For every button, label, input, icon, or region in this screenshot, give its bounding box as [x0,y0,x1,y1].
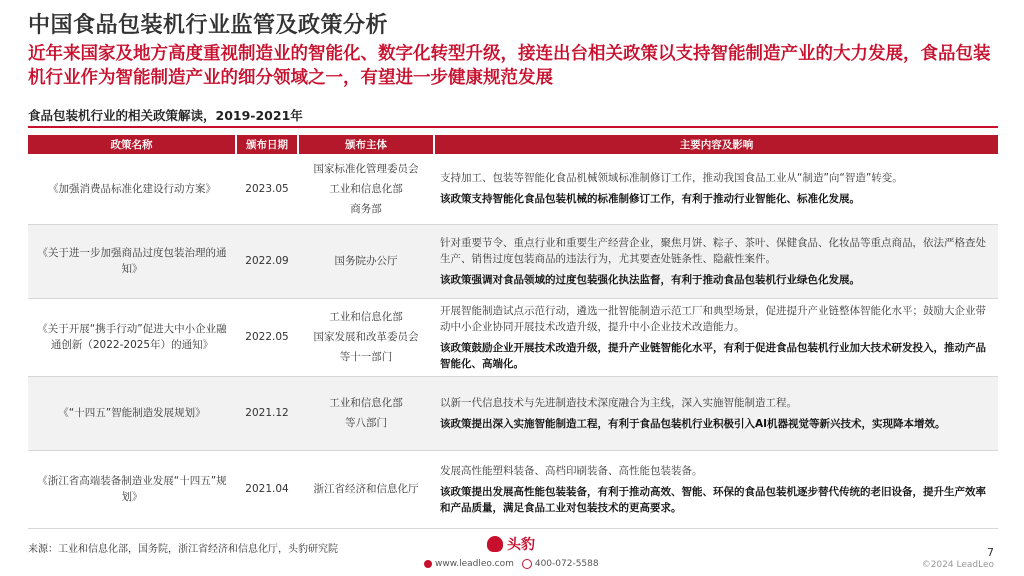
issuer-line: 等十一部门 [339,351,393,363]
issuer-line: 浙江省经济和信息化厅 [313,483,419,495]
policy-content-cell [434,154,998,224]
policy-name: 《“十四五”智能制造发展规划》 [28,376,236,450]
policy-date: 2023.05 [236,154,298,224]
policy-issuer [298,224,434,298]
phone-number: 400-072-5588 [534,559,599,569]
policy-date: 2022.09 [236,224,298,298]
policy-impact: 该政策提出发展高性能包装装备，有利于推动高效、智能、环保的食品包装机逐步替代传统的老旧设备，提升生产效率和产品质量，满足食品工业对包装技术的更高要求。 [440,485,986,514]
page-subtitle: 近年来国家及地方高度重视制造业的智能化、数字化转型升级，接连出台相关政策以支持智能制造产业的大力发展，食品包装机行业作为智能制造产业的细分领域之一，有望进一步健康规范发展 [28,44,991,88]
policy-name: 《关于进一步加强商品过度包装治理的通知》 [28,224,236,298]
web-icon [424,560,432,568]
issuer-line: 工业和信息化部 [329,397,403,409]
policy-date: 2022.05 [236,298,298,376]
policy-content: 发展高性能塑料装备、高档印刷装备、高性能包装装备。 [440,464,703,477]
policy-content: 以新一代信息技术与先进制造技术深度融合为主线，深入实施智能制造工程。 [440,396,797,409]
policy-impact: 该政策支持智能化食品包装机械的标准制修订工作，有利于推动行业智能化、标准化发展。 [440,193,860,206]
policy-name: 《加强消费品标准化建设行动方案》 [28,154,236,224]
table-row [28,376,998,450]
table-row [28,450,998,528]
table-caption: 食品包装机行业的相关政策解读，2019-2021年 [28,108,303,123]
header-issue-date: 颁布日期 [236,135,298,154]
policy-issuer [298,376,434,450]
policy-content: 针对重要节令、重点行业和重要生产经营企业，聚焦月饼、粽子、茶叶、保健食品、化妆品等重点商品，依法严格查处生产、销售过度包装商品的违法行为，尤其要查处链条性、隐蔽性案件。 [440,236,986,265]
table-header-row [28,135,998,154]
header-content-impact: 主要内容及影响 [434,135,998,154]
page-number: 7 [987,546,994,559]
policy-content-cell [434,298,998,376]
issuer-line: 国家发展和改革委员会 [313,331,419,343]
footer-contact [424,559,599,569]
table-row [28,154,998,224]
source-note: 来源：工业和信息化部，国务院，浙江省经济和信息化厅，头豹研究院 [28,544,338,555]
caption-divider [28,126,998,128]
policy-impact: 该政策提出深入实施智能制造工程，有利于食品包装机行业积极引入AI机器视觉等新兴技术，实现降本增效。 [440,417,946,430]
header-issuer: 颁布主体 [298,135,434,154]
policy-impact: 该政策鼓励企业开展技术改造升级，提升产业链智能化水平，有利于促进食品包装机行业加大技术研发投入，推动产品智能化、高端化。 [440,341,986,370]
policy-content-cell [434,376,998,450]
issuer-line: 商务部 [350,202,382,215]
brand-logo [466,534,556,554]
table-row [28,224,998,298]
issuer-line: 国家标准化管理委员会 [313,162,419,175]
issuer-line: 等八部门 [345,417,387,429]
policy-name: 《关于开展“携手行动”促进大中小企业融通创新（2022-2025年）的通知》 [28,298,236,376]
issuer-line: 国务院办公厅 [334,255,398,267]
table-row [28,298,998,376]
header-policy-name: 政策名称 [28,135,236,154]
copyright: ©2024 LeadLeo [921,560,994,570]
policy-issuer [298,450,434,528]
website-link[interactable]: www.leadleo.com [435,559,514,569]
policy-content-cell [434,450,998,528]
policy-content: 开展智能制造试点示范行动，遴选一批智能制造示范工厂和典型场景，促进提升产业链整体智能化水平；鼓励大企业带动中小企业协同开展技术改造升级，提升中小企业技术改造能力。 [440,304,986,333]
policy-issuer [298,154,434,224]
policy-date: 2021.12 [236,376,298,450]
brand-name: 头豹 [507,537,535,553]
policy-content-cell [434,224,998,298]
leopard-logo-icon [487,536,503,552]
policy-issuer [298,298,434,376]
issuer-line: 工业和信息化部 [329,182,403,195]
page-title: 中国食品包装机行业监管及政策分析 [28,13,389,38]
policy-name: 《浙江省高端装备制造业发展“十四五”规划》 [28,450,236,528]
policy-content: 支持加工、包装等智能化食品机械领域标准制修订工作，推动我国食品工业从“制造”向“智造”转变。 [440,172,903,185]
issuer-line: 工业和信息化部 [329,311,403,323]
policy-table [28,135,998,529]
policy-impact: 该政策强调对食品领域的过度包装强化执法监督，有利于推动食品包装机行业绿色化发展。 [440,273,860,286]
phone-icon [522,559,532,569]
policy-date: 2021.04 [236,450,298,528]
